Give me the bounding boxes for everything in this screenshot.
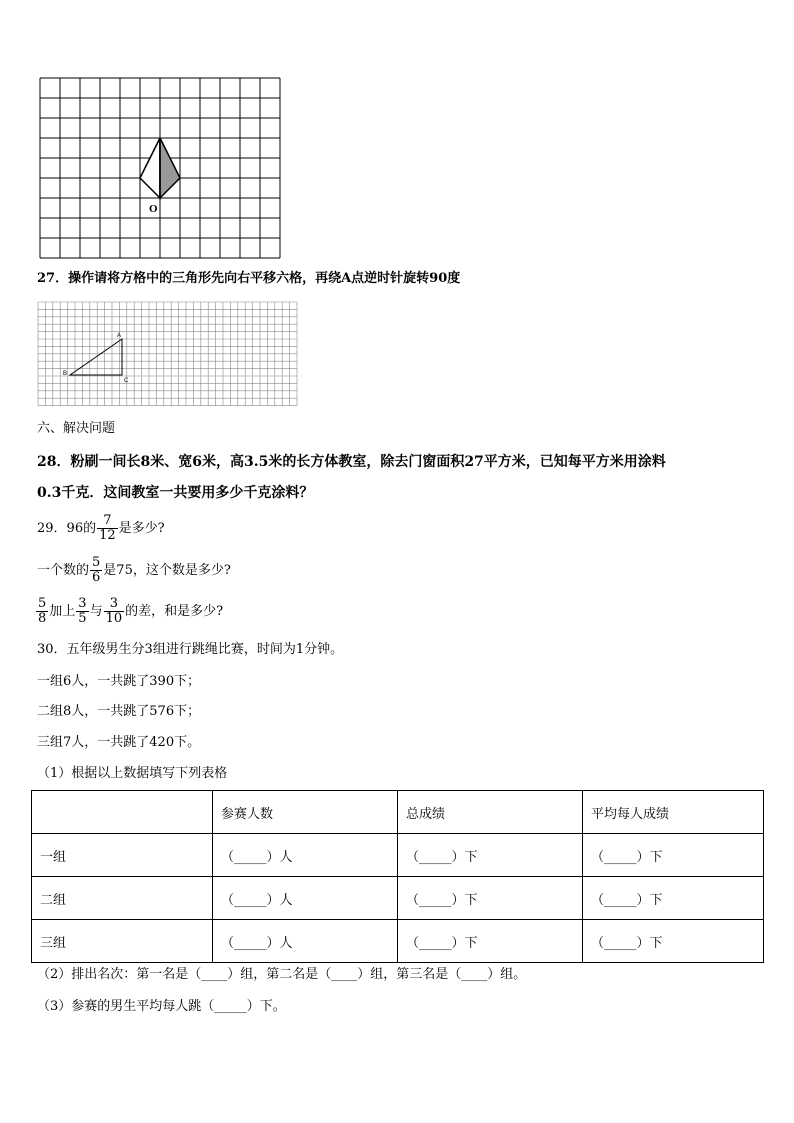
question-30-intro: 30．五年级男生分3组进行跳绳比赛，时间为1分钟。 xyxy=(37,642,344,657)
question-29b xyxy=(37,556,231,586)
fraction-5-8: $\frac{5}{8}$ xyxy=(38,596,47,626)
question-30-part2[interactable]: （2）排出名次：第一名是（____）组，第二名是（____）组，第三名是（____）组。 xyxy=(37,967,527,982)
fraction-7-12: $\frac{7}{12}$ xyxy=(99,513,116,543)
row-label: 三组 xyxy=(32,920,213,963)
answer-blank[interactable]: （_____）人 xyxy=(213,877,398,920)
vertex-b-label: B xyxy=(63,371,68,377)
answer-blank[interactable]: （_____）人 xyxy=(213,920,398,963)
kite-shaded-half xyxy=(160,138,180,198)
fraction-3-5: $\frac{3}{5}$ xyxy=(78,596,87,626)
rotation-grid-figure xyxy=(0,0,794,270)
table-row xyxy=(32,834,764,877)
fraction-5-6: $\frac{5}{6}$ xyxy=(92,555,101,585)
question-28-line2: 0.3千克．这间教室一共要用多少千克涂料？ xyxy=(37,485,314,501)
answer-blank[interactable]: （_____）人 xyxy=(213,834,398,877)
q29a-prefix: 29．96的 xyxy=(37,521,97,536)
table-row xyxy=(32,920,764,963)
q29c-mid1: 加上 xyxy=(49,604,76,619)
answer-blank[interactable]: （_____）下 xyxy=(398,877,583,920)
table-header-row xyxy=(32,791,764,834)
q29b-prefix: 一个数的 xyxy=(37,563,90,578)
right-triangle xyxy=(70,339,122,375)
section-6-title: 六、解决问题 xyxy=(37,421,116,436)
q29b-suffix: 是75，这个数是多少? xyxy=(103,563,231,578)
score-table xyxy=(31,790,764,963)
vertex-a-label: A xyxy=(117,333,122,339)
question-27: 27．操作请将方格中的三角形先向右平移六格，再绕A点逆时针旋转90度 xyxy=(37,271,461,286)
table-row xyxy=(32,877,764,920)
table-header-cell: 参赛人数 xyxy=(213,791,398,834)
question-30-part1: （1）根据以上数据填写下列表格 xyxy=(37,766,228,781)
grid-lines-small xyxy=(38,302,297,406)
translation-grid-figure xyxy=(0,300,794,410)
q29c-mid2: 与 xyxy=(89,604,103,619)
origin-label: O xyxy=(149,203,158,215)
row-label: 二组 xyxy=(32,877,213,920)
question-29c xyxy=(35,597,223,627)
q29a-suffix: 是多少? xyxy=(118,521,165,536)
table-header-cell xyxy=(32,791,213,834)
question-30-group2: 二组8人，一共跳了576下； xyxy=(37,704,201,719)
question-30-group1: 一组6人，一共跳了390下； xyxy=(37,674,201,689)
q29c-suffix: 的差，和是多少? xyxy=(125,604,224,619)
row-label: 一组 xyxy=(32,834,213,877)
question-29a xyxy=(37,514,165,544)
vertex-c-label: C xyxy=(124,378,129,384)
answer-blank[interactable]: （_____）下 xyxy=(583,834,764,877)
kite-left-half xyxy=(140,138,160,198)
table-header-cell: 平均每人成绩 xyxy=(583,791,764,834)
fraction-3-10: $\frac{3}{10}$ xyxy=(105,596,123,626)
table-header-cell: 总成绩 xyxy=(398,791,583,834)
answer-blank[interactable]: （_____）下 xyxy=(583,877,764,920)
question-28-line1: 28．粉刷一间长8米、宽6米，高3.5米的长方体教室，除去门窗面积27平方米，已知每平方米用涂料 xyxy=(37,454,666,470)
answer-blank[interactable]: （_____）下 xyxy=(398,920,583,963)
answer-blank[interactable]: （_____）下 xyxy=(398,834,583,877)
question-30-part3[interactable]: （3）参赛的男生平均每人跳（_____）下。 xyxy=(37,999,286,1014)
question-30-group3: 三组7人，一共跳了420下。 xyxy=(37,735,201,750)
answer-blank[interactable]: （_____）下 xyxy=(583,920,764,963)
